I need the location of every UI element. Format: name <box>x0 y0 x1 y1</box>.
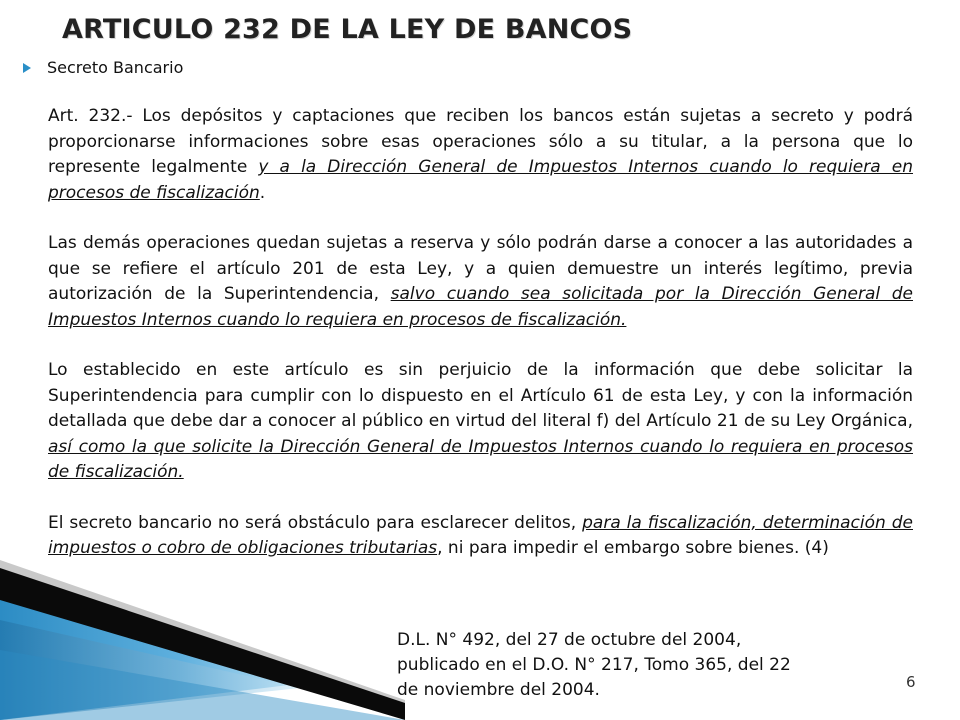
citation-line: de noviembre del 2004. <box>397 680 600 700</box>
article-paragraph <box>48 231 913 333</box>
triangle-right-icon <box>22 61 32 75</box>
paragraph-text: , ni para impedir el embargo sobre bienes. (4) <box>437 538 829 558</box>
paragraph-text: El secreto bancario no será obstáculo para esclarecer delitos, <box>48 512 583 533</box>
paragraph-text: Las demás operaciones quedan sujetas a reserva y sólo podrán darse a conocer a las autoridades a que se refiere el artículo 201 de esta Ley, y a quien demuestre un interés legítimo, previa autorización de la Superintendencia, <box>48 233 913 304</box>
underlined-emphasis: así como la que solicite la Dirección General de Impuestos Internos cuando lo requiera en procesos de fiscalización. <box>48 436 913 482</box>
article-body <box>48 104 913 587</box>
paragraph-text: . <box>259 182 266 203</box>
citation-line: D.L. N° 492, del 27 de octubre del 2004, <box>397 630 742 650</box>
underlined-emphasis: y a la Dirección General de Impuestos Internos cuando lo requiera en procesos de fiscalización <box>48 157 913 203</box>
page-number: 6 <box>906 673 916 691</box>
bullet-label: Secreto Bancario <box>47 58 184 77</box>
paragraph-text: Art. 232.- Los depósitos y captaciones que reciben los bancos están sujetas a secreto y podrá proporcionarse informaciones sobre esas operaciones sólo a su titular, a la persona que lo represente legalmente <box>48 106 913 177</box>
citation-line: publicado en el D.O. N° 217, Tomo 365, del 22 <box>397 655 791 675</box>
article-paragraph <box>48 511 913 562</box>
article-paragraph <box>48 358 913 486</box>
underlined-emphasis: para la fiscalización, determinación de impuestos o cobro de obligaciones tributarias <box>48 512 913 558</box>
legal-citation <box>397 628 867 703</box>
underlined-emphasis: salvo cuando sea solicitada por la Dirección General de Impuestos Internos cuando lo requiera en procesos de fiscalización. <box>48 284 913 330</box>
paragraph-text: Lo establecido en este artículo es sin perjuicio de la información que debe solicitar la Superintendencia para cumplir con lo dispuesto en el Artículo 61 de esta Ley, y con la información detallada que debe dar a conocer al público en virtud del literal f) del Artículo 21 de su Ley Orgánica, <box>48 360 913 431</box>
article-paragraph <box>48 104 913 206</box>
slide-title: ARTICULO 232 DE LA LEY DE BANCOS <box>62 14 633 45</box>
bullet-heading <box>22 58 183 77</box>
